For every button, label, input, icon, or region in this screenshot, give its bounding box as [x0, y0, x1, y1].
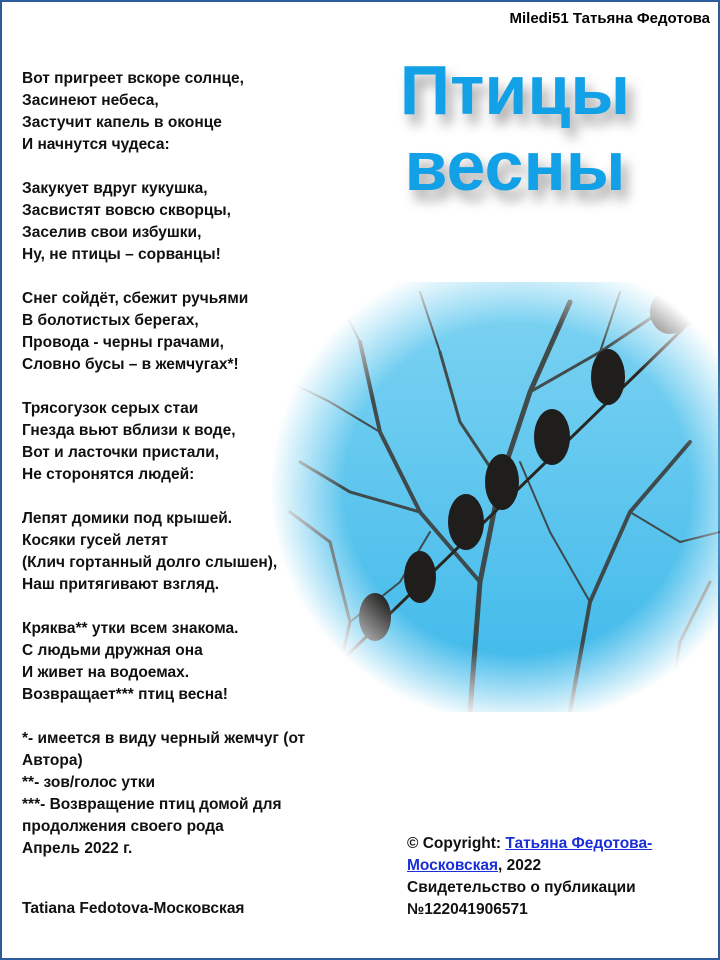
copyright-prefix: © Copyright:	[407, 835, 506, 852]
poem-line: Возвращает*** птиц весна!	[22, 686, 228, 703]
poem-line: В болотистых берегах,	[22, 312, 199, 329]
copyright-line	[407, 855, 707, 877]
poem-line: Трясогузок серых стаи	[22, 400, 199, 417]
starling-bird	[404, 551, 436, 603]
poem-body	[22, 68, 352, 860]
stanza	[22, 68, 352, 156]
poem-line: Гнезда вьют вблизи к воде,	[22, 422, 236, 439]
footnote-line: Автора)	[22, 752, 83, 769]
title-line-1: Птицы	[399, 51, 631, 129]
footnotes	[22, 728, 352, 860]
starling-bird	[485, 454, 519, 510]
poem-line: Лепят домики под крышей.	[22, 510, 233, 527]
poem-line: И начнутся чудеса:	[22, 136, 170, 153]
poem-line: Заселив свои избушки,	[22, 224, 202, 241]
starling-bird	[650, 290, 690, 334]
poem-line: Не сторонятся людей:	[22, 466, 195, 483]
poem-line: Снег сойдёт, сбежит ручьями	[22, 290, 249, 307]
author-signature: Tatiana Fedotova-Московская	[22, 900, 245, 917]
stanza	[22, 618, 352, 706]
certificate-number: №122041906571	[407, 901, 528, 918]
poem-line: С людьми дружная она	[22, 642, 203, 659]
starling-bird	[448, 494, 484, 550]
poem-line: Застучит капель в оконце	[22, 114, 222, 131]
stanza	[22, 508, 352, 596]
poem-title	[390, 52, 640, 204]
poem-line: Вот пригреет вскоре солнце,	[22, 70, 244, 87]
author-header: Miledi51 Татьяна Федотова	[509, 10, 710, 27]
starling-bird	[359, 593, 391, 641]
poem-line: Наш притягивают взгляд.	[22, 576, 220, 593]
stanza	[22, 178, 352, 266]
poem-line: (Клич гортанный долго слышен),	[22, 554, 278, 571]
poem-line: Засинеют небеса,	[22, 92, 159, 109]
poem-line: И живет на водоемах.	[22, 664, 190, 681]
footnote-line: Апрель 2022 г.	[22, 840, 133, 857]
footnote-line: **- зов/голос утки	[22, 774, 156, 791]
poem-line: Кряква** утки всем знакома.	[22, 620, 239, 637]
poem-line: Засвистят вовсю скворцы,	[22, 202, 231, 219]
copyright-line	[407, 833, 707, 855]
starling-bird	[591, 349, 625, 405]
footnote-line: продолжения своего рода	[22, 818, 224, 835]
poem-line: Провода - черны грачами,	[22, 334, 224, 351]
poem-line: Вот и ласточки пристали,	[22, 444, 220, 461]
title-line-2: весны	[404, 127, 626, 205]
poem-line: Словно бусы – в жемчугах*!	[22, 356, 239, 373]
stanza	[22, 288, 352, 376]
poem-line: Косяки гусей летят	[22, 532, 169, 549]
certificate-label: Свидетельство о публикации	[407, 879, 636, 896]
poem-line: Закукует вдруг кукушка,	[22, 180, 208, 197]
author-link[interactable]: Татьяна Федотова-	[505, 835, 653, 852]
starling-bird	[534, 409, 570, 465]
footnote-line: *- имеется в виду черный жемчуг (от	[22, 730, 306, 747]
poem-line: Ну, не птицы – сорванцы!	[22, 246, 221, 263]
copyright-block	[407, 833, 707, 921]
stanza	[22, 398, 352, 486]
author-link-continued[interactable]: Московская	[407, 857, 499, 874]
footnote-line: ***- Возвращение птиц домой для	[22, 796, 282, 813]
copyright-year: , 2022	[498, 857, 542, 874]
